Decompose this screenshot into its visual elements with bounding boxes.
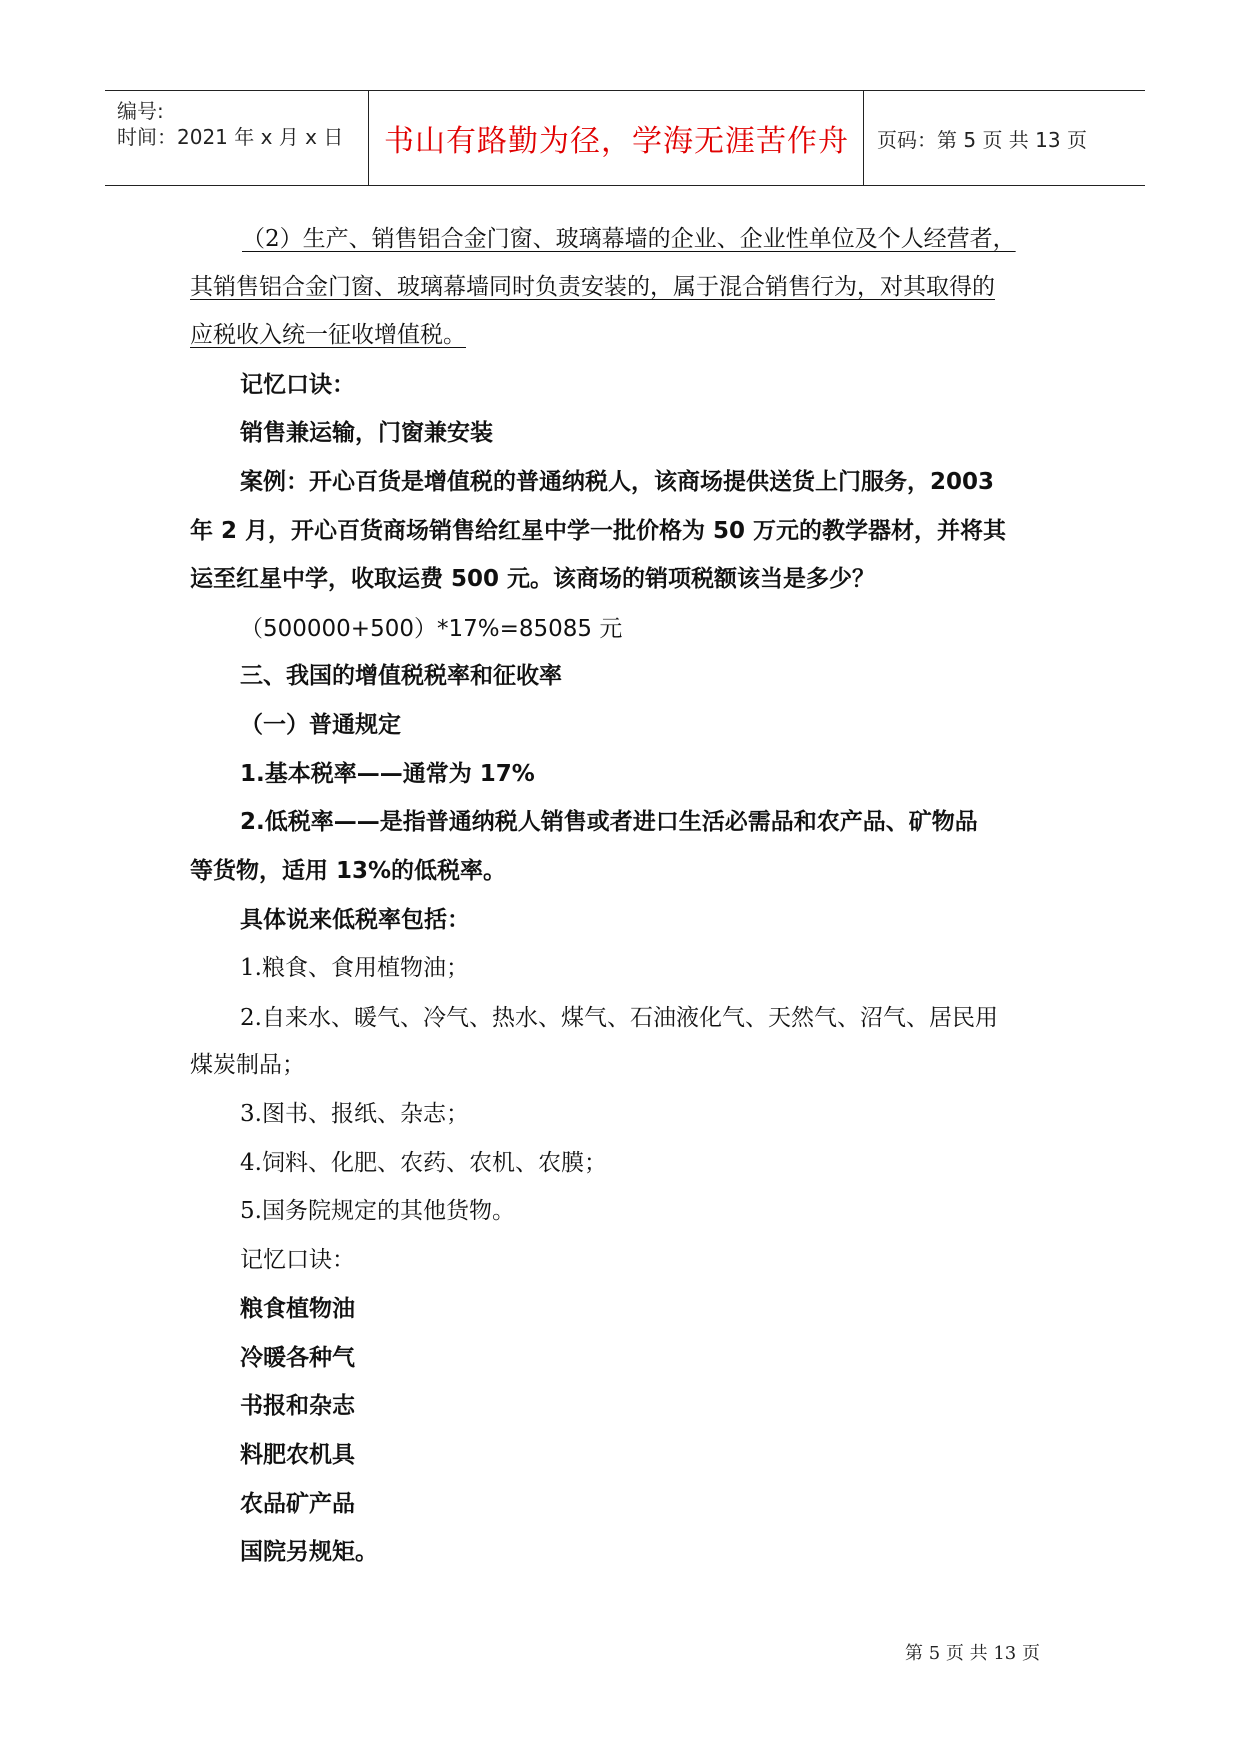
underlined-line-1: （2）生产、销售铝合金门窗、玻璃幕墙的企业、企业性单位及个人经营者，: [242, 226, 1016, 252]
time-label: 时间：2021 年 x 月 x 日: [117, 125, 344, 149]
mnemonic-verse-line: 书报和杂志: [240, 1393, 355, 1419]
mnemonic-verse-line: 料肥农机具: [240, 1442, 355, 1468]
mnemonic-title-1: 记忆口诀：: [240, 372, 355, 398]
mnemonic-verse-line: 农品矿产品: [240, 1491, 355, 1517]
case-line-3: 运至红星中学，收取运费 500 元。该商场的销项税额该当是多少？: [190, 566, 876, 592]
list-item: 煤炭制品；: [190, 1052, 305, 1078]
formula-line: （500000+500）*17%=85085 元: [240, 616, 623, 642]
header-right-cell: [865, 91, 1145, 185]
header-left-cell: [105, 91, 369, 185]
rate-2-line-1: 2.低税率——是指普通纳税人销售或者进口生活必需品和农产品、矿物品: [240, 809, 978, 835]
serial-label: 编号:: [117, 99, 164, 123]
page-label: 页码：第 5 页 共 13 页: [877, 127, 1087, 152]
footer-page-number: 第 5 页 共 13 页: [905, 1643, 1040, 1664]
header-motto-cell: [370, 91, 864, 185]
mnemonic-verse-line: 国院另规矩。: [240, 1539, 378, 1565]
rate-2-line-2: 等货物，适用 13%的低税率。: [190, 858, 507, 884]
rate-1-line: 1.基本税率——通常为 17%: [240, 761, 535, 787]
subsection-1-heading: （一）普通规定: [240, 712, 401, 738]
mnemonic-title-2: 记忆口诀：: [240, 1247, 355, 1273]
motto-text: 书山有路勤为径，学海无涯苦作舟: [384, 124, 849, 159]
case-line-1: 案例：开心百货是增值税的普通纳税人，该商场提供送货上门服务，2003: [240, 469, 995, 495]
mnemonic-verse-line: 冷暖各种气: [240, 1345, 355, 1371]
list-title: 具体说来低税率包括：: [240, 907, 470, 933]
mnemonic-line-1: 销售兼运输，门窗兼安装: [240, 420, 493, 446]
list-item: 5.国务院规定的其他货物。: [240, 1198, 515, 1224]
list-item: 1.粮食、食用植物油；: [240, 955, 469, 981]
underlined-line-2: 其销售铝合金门窗、玻璃幕墙同时负责安装的，属于混合销售行为，对其取得的: [190, 274, 995, 300]
underlined-line-3: 应税收入统一征收增值税。: [190, 322, 466, 348]
list-item: 3.图书、报纸、杂志；: [240, 1101, 469, 1127]
document-header: [105, 90, 1145, 186]
section-3-heading: 三、我国的增值税税率和征收率: [240, 663, 562, 689]
case-line-2: 年 2 月，开心百货商场销售给红星中学一批价格为 50 万元的教学器材，并将其: [190, 518, 1007, 544]
mnemonic-verse-line: 粮食植物油: [240, 1296, 355, 1322]
list-item: 2.自来水、暖气、冷气、热水、煤气、石油液化气、天然气、沼气、居民用: [240, 1005, 998, 1031]
list-item: 4.饲料、化肥、农药、农机、农膜；: [240, 1150, 607, 1176]
